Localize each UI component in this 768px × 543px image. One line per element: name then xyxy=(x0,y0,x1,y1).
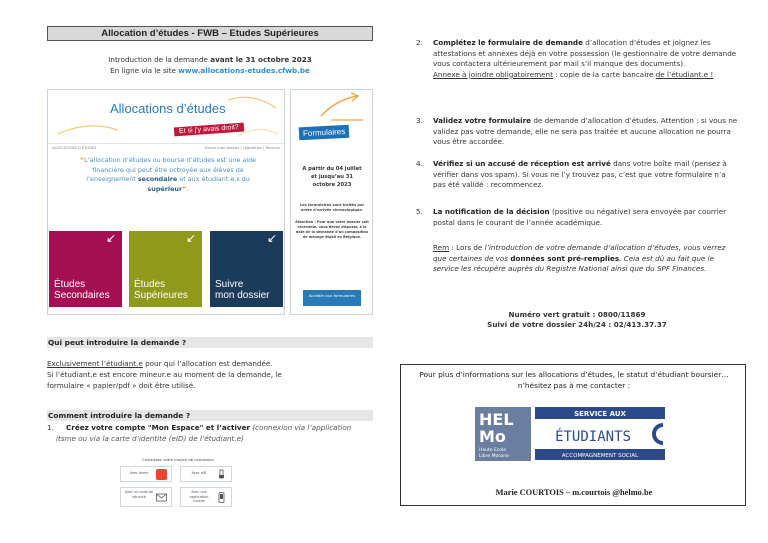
login-eid[interactable]: Avec eID xyxy=(180,466,232,482)
step-3: 3. Validez votre formulaire de demande d’allocation d’études. Attention : si vous ne validez pas votre demande, elle ne sera pas traitée et aucune allocation ne pourra vous être accordée. xyxy=(416,116,738,147)
forms-tab: Formulaires xyxy=(299,125,350,141)
tile-etudes-superieures[interactable]: ↙ Études Supérieures xyxy=(129,231,202,307)
login-security-code[interactable]: Avec un code de sécurité xyxy=(120,487,172,507)
logo-etudiants: ÉTUDIANTS xyxy=(555,429,631,445)
tile-suivre-dossier[interactable]: ↙ Suivre mon dossier xyxy=(210,231,283,307)
access-forms-button[interactable]: Accéder aux formulaires xyxy=(303,290,361,306)
document-title: Allocation d’études - FWB – Etudes Supérieures xyxy=(47,26,373,41)
logo-accomp: ACCOMPAGNEMENT SOCIAL xyxy=(561,453,639,459)
forms-date: A partir du 04 juillet et jusqu’au 31 octobre 2023 xyxy=(302,166,362,188)
login-itsme[interactable]: Avec itsme xyxy=(120,466,172,482)
step-5: 5. La notification de la décision (positive ou négative) sera envoyée par courrier postal dans le courant de l’année académique. xyxy=(416,207,727,227)
website-hero xyxy=(48,90,284,142)
envelope-icon xyxy=(156,492,167,503)
website-forms-panel xyxy=(290,89,373,315)
login-mobile-app[interactable]: Avec une application mobile xyxy=(180,487,232,507)
follow-number: Suivi de votre dossier 24h/24 : 02/413.37.37 xyxy=(487,320,667,329)
intro-website: En ligne via le site www.allocations-etudes.cfwb.be xyxy=(110,66,310,75)
contact-name-email[interactable]: Marie COURTOIS – m.courtois @helmo.be xyxy=(495,488,653,497)
website-brand: ALLOCATIONS D’ÉTUDES xyxy=(52,146,97,150)
website-badge: Et si j’y avais droit? xyxy=(174,123,244,137)
who-text: Exclusivement l’étudiant.e pour qui l’allocation est demandée. Si l’étudiant.e est encore mineur.e au moment de la demande, le formulaire « papier/pdf » doit être utilisé. xyxy=(47,359,282,390)
card-reader-icon xyxy=(216,469,227,480)
contact-box xyxy=(400,364,746,506)
intro-deadline: Introduction de la demande avant le 31 octobre 2023 xyxy=(108,55,312,64)
website-link[interactable]: www.allocations-etudes.cfwb.be xyxy=(178,66,310,75)
website-title: Allocations d’études xyxy=(110,101,226,116)
website-nav xyxy=(48,143,284,152)
login-title: Choisissez votre moyen de connexion xyxy=(142,457,214,462)
how-heading: Comment introduire la demande ? xyxy=(47,410,373,421)
logo-hel: HEL xyxy=(479,410,514,429)
arrow-down-left-icon: ↙ xyxy=(266,231,277,245)
leaf-decoration-icon xyxy=(48,90,284,142)
website-nav-links[interactable]: Suivre mon dossier | Législation | Recours xyxy=(204,146,280,150)
website-quote: “L’allocation d’études ou bourse d’études est une aide financière qui peut être octroyée aux élèves de l’enseignement secondaire et aux étudiant.e.s du supérieur”. xyxy=(79,156,257,193)
step-4: 4. Vérifiez si un accusé de réception est arrivé dans votre boîte mail (pensez à vérifier dans vos spam). Si vous ne l’y trouvez pas, c’est que votre formulaire n’a pas été validé : recommencez. xyxy=(416,159,727,190)
logo-mo: Mo xyxy=(479,427,506,446)
intro-block xyxy=(47,54,373,76)
phone-icon xyxy=(216,492,227,503)
forms-note: Les formulaires sont traités par ordre d’arrivée chronologique. xyxy=(299,203,365,212)
website-screenshot xyxy=(47,89,285,315)
itsme-icon xyxy=(156,469,167,480)
contact-title: Pour plus d’informations sur les allocations d’études, le statut d’étudiant boursier…n’hésitez pas à me contacter : xyxy=(419,370,729,390)
arrow-down-left-icon: ↙ xyxy=(185,231,196,245)
login-options-panel xyxy=(120,457,236,517)
logo-sub1: Haute Ecole xyxy=(479,448,507,453)
arrow-down-left-icon: ↙ xyxy=(105,231,116,245)
step-2: 2. Complétez le formulaire de demande d’allocation d’études et joignez les attestations et annexes déjà en votre possession (le gestionnaire de votre demande vous contactera ultérieurement par mail s’il manque des documents). Annexe à joindre obligatoirement : copie de la carte bancaire de l’étudiant.e ! xyxy=(416,38,737,79)
arrow-decoration-icon xyxy=(291,90,373,126)
green-number: Numéro vert gratuit : 0800/11869 xyxy=(508,310,646,319)
forms-warning: Attention : Pour que votre dossier soit recevable, vous devez disposer, à la date de la demande d’un composition de ménage établi en Belgique. xyxy=(295,220,369,239)
logo-service: SERVICE AUX xyxy=(574,410,626,418)
contact-numbers xyxy=(416,310,738,330)
who-heading: Qui peut introduire la demande ? xyxy=(47,337,373,348)
remark: Rem : Lors de l’introduction de votre demande d’allocation d’études, vous verrez que certaines de vos données sont pré-remplies. Ceia est dû au fait que le service les récupère auprès du Registre National ainsi que du SPF Finances. xyxy=(433,243,726,274)
helmo-service-logo xyxy=(473,405,669,463)
logo-sub2: Libre Mosane xyxy=(479,454,509,459)
tile-etudes-secondaires[interactable]: ↙ Études Secondaires xyxy=(49,231,122,307)
step-1: 1. Créez votre compte "Mon Espace" et l’activer (connexion via l’application itsme ou via la carte d’identité (eID) de l’étudiant.e) xyxy=(47,423,352,443)
website-tiles xyxy=(49,231,285,307)
